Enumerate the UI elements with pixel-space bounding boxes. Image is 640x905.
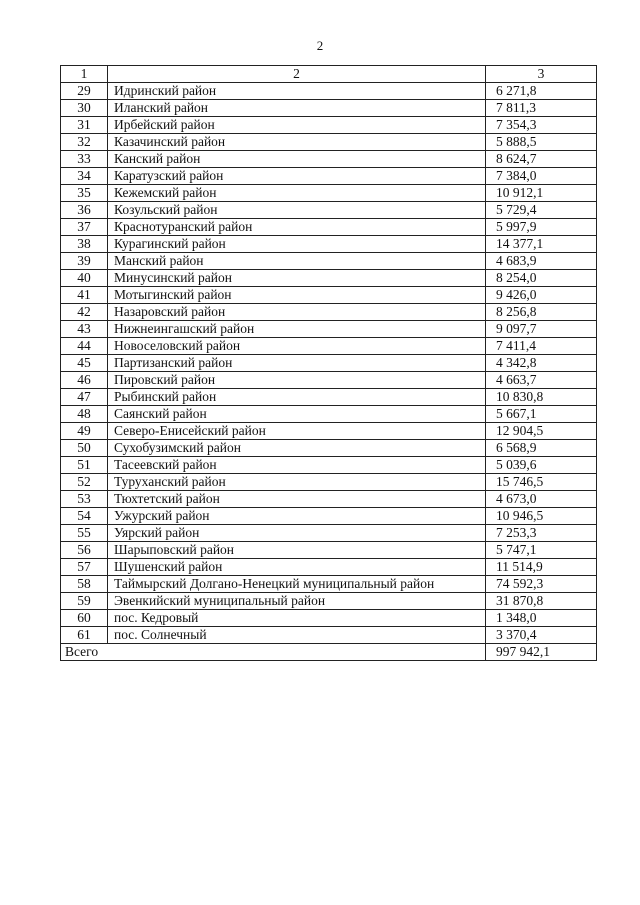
table-row xyxy=(61,185,597,202)
table-row xyxy=(61,321,597,338)
district-value: 4 673,0 xyxy=(486,491,597,508)
row-number: 31 xyxy=(61,117,108,134)
header-col-2: 2 xyxy=(108,66,486,83)
district-name: Каратузский район xyxy=(108,168,486,185)
district-name: Канский район xyxy=(108,151,486,168)
table-row xyxy=(61,508,597,525)
row-number: 35 xyxy=(61,185,108,202)
row-number: 58 xyxy=(61,576,108,593)
district-name: Пировский район xyxy=(108,372,486,389)
district-value: 5 747,1 xyxy=(486,542,597,559)
district-value: 15 746,5 xyxy=(486,474,597,491)
district-name: Назаровский район xyxy=(108,304,486,321)
row-number: 53 xyxy=(61,491,108,508)
district-name: Шушенский район xyxy=(108,559,486,576)
row-number: 43 xyxy=(61,321,108,338)
district-value: 8 254,0 xyxy=(486,270,597,287)
district-name: Сухобузимский район xyxy=(108,440,486,457)
table-row xyxy=(61,83,597,100)
table-row xyxy=(61,270,597,287)
district-name: Северо-Енисейский район xyxy=(108,423,486,440)
table-row xyxy=(61,389,597,406)
district-name: Козульский район xyxy=(108,202,486,219)
district-name: Иланский район xyxy=(108,100,486,117)
district-value: 7 253,3 xyxy=(486,525,597,542)
district-value: 4 342,8 xyxy=(486,355,597,372)
table-row xyxy=(61,457,597,474)
district-value: 5 997,9 xyxy=(486,219,597,236)
district-value: 4 663,7 xyxy=(486,372,597,389)
row-number: 55 xyxy=(61,525,108,542)
table-row xyxy=(61,440,597,457)
row-number: 41 xyxy=(61,287,108,304)
district-value: 9 097,7 xyxy=(486,321,597,338)
district-name: Краснотуранский район xyxy=(108,219,486,236)
district-value: 5 888,5 xyxy=(486,134,597,151)
district-name: Новоселовский район xyxy=(108,338,486,355)
row-number: 59 xyxy=(61,593,108,610)
row-number: 47 xyxy=(61,389,108,406)
row-number: 40 xyxy=(61,270,108,287)
row-number: 48 xyxy=(61,406,108,423)
district-value: 14 377,1 xyxy=(486,236,597,253)
row-number: 50 xyxy=(61,440,108,457)
district-value: 10 946,5 xyxy=(486,508,597,525)
district-value: 10 830,8 xyxy=(486,389,597,406)
table-row xyxy=(61,423,597,440)
row-number: 30 xyxy=(61,100,108,117)
table-row xyxy=(61,100,597,117)
table-row xyxy=(61,406,597,423)
district-value: 7 384,0 xyxy=(486,168,597,185)
district-value: 10 912,1 xyxy=(486,185,597,202)
district-name: Идринский район xyxy=(108,83,486,100)
total-row xyxy=(61,644,597,661)
district-name: пос. Кедровый xyxy=(108,610,486,627)
district-value: 11 514,9 xyxy=(486,559,597,576)
table-body xyxy=(61,66,597,661)
district-name: Казачинский район xyxy=(108,134,486,151)
row-number: 33 xyxy=(61,151,108,168)
district-value: 9 426,0 xyxy=(486,287,597,304)
row-number: 32 xyxy=(61,134,108,151)
table-row xyxy=(61,542,597,559)
district-name: Тасеевский район xyxy=(108,457,486,474)
district-value: 7 411,4 xyxy=(486,338,597,355)
district-name: Манский район xyxy=(108,253,486,270)
table-row xyxy=(61,134,597,151)
row-number: 34 xyxy=(61,168,108,185)
district-name: Туруханский район xyxy=(108,474,486,491)
table-row xyxy=(61,372,597,389)
table-row xyxy=(61,355,597,372)
district-value: 5 729,4 xyxy=(486,202,597,219)
district-name: Эвенкийский муниципальный район xyxy=(108,593,486,610)
row-number: 51 xyxy=(61,457,108,474)
row-number: 38 xyxy=(61,236,108,253)
row-number: 60 xyxy=(61,610,108,627)
row-number: 49 xyxy=(61,423,108,440)
table-header-row xyxy=(61,66,597,83)
district-value: 5 039,6 xyxy=(486,457,597,474)
table-row xyxy=(61,219,597,236)
district-name: Минусинский район xyxy=(108,270,486,287)
table-row xyxy=(61,168,597,185)
district-name: Курагинский район xyxy=(108,236,486,253)
table-row xyxy=(61,151,597,168)
row-number: 56 xyxy=(61,542,108,559)
district-value: 6 271,8 xyxy=(486,83,597,100)
table-row xyxy=(61,117,597,134)
district-name: Шарыповский район xyxy=(108,542,486,559)
district-name: Ужурский район xyxy=(108,508,486,525)
district-value: 8 256,8 xyxy=(486,304,597,321)
district-name: Мотыгинский район xyxy=(108,287,486,304)
row-number: 61 xyxy=(61,627,108,644)
table-row xyxy=(61,338,597,355)
row-number: 39 xyxy=(61,253,108,270)
district-value: 74 592,3 xyxy=(486,576,597,593)
district-name: Кежемский район xyxy=(108,185,486,202)
table-row xyxy=(61,610,597,627)
row-number: 29 xyxy=(61,83,108,100)
table-row xyxy=(61,253,597,270)
row-number: 57 xyxy=(61,559,108,576)
district-value: 5 667,1 xyxy=(486,406,597,423)
table-row xyxy=(61,236,597,253)
district-value: 31 870,8 xyxy=(486,593,597,610)
district-name: Тюхтетский район xyxy=(108,491,486,508)
table-row xyxy=(61,304,597,321)
district-value: 8 624,7 xyxy=(486,151,597,168)
table-row xyxy=(61,525,597,542)
district-name: пос. Солнечный xyxy=(108,627,486,644)
district-value: 1 348,0 xyxy=(486,610,597,627)
table-row xyxy=(61,627,597,644)
total-label: Всего xyxy=(61,644,486,661)
district-value: 7 354,3 xyxy=(486,117,597,134)
table-row xyxy=(61,593,597,610)
row-number: 36 xyxy=(61,202,108,219)
district-name: Уярский район xyxy=(108,525,486,542)
row-number: 42 xyxy=(61,304,108,321)
table-row xyxy=(61,559,597,576)
district-name: Таймырский Долгано-Ненецкий муниципальный район xyxy=(108,576,486,593)
row-number: 52 xyxy=(61,474,108,491)
district-value: 12 904,5 xyxy=(486,423,597,440)
district-value: 7 811,3 xyxy=(486,100,597,117)
district-value: 6 568,9 xyxy=(486,440,597,457)
table-row xyxy=(61,491,597,508)
row-number: 44 xyxy=(61,338,108,355)
table-row xyxy=(61,576,597,593)
district-value: 3 370,4 xyxy=(486,627,597,644)
district-name: Саянский район xyxy=(108,406,486,423)
district-name: Рыбинский район xyxy=(108,389,486,406)
district-value: 4 683,9 xyxy=(486,253,597,270)
row-number: 54 xyxy=(61,508,108,525)
total-value: 997 942,1 xyxy=(486,644,597,661)
table-row xyxy=(61,287,597,304)
district-name: Нижнеингашский район xyxy=(108,321,486,338)
header-col-1: 1 xyxy=(61,66,108,83)
table-row xyxy=(61,474,597,491)
districts-table xyxy=(60,65,597,661)
header-col-3: 3 xyxy=(486,66,597,83)
row-number: 46 xyxy=(61,372,108,389)
district-name: Партизанский район xyxy=(108,355,486,372)
table-row xyxy=(61,202,597,219)
row-number: 37 xyxy=(61,219,108,236)
row-number: 45 xyxy=(61,355,108,372)
page-number: 2 xyxy=(316,38,324,53)
district-name: Ирбейский район xyxy=(108,117,486,134)
